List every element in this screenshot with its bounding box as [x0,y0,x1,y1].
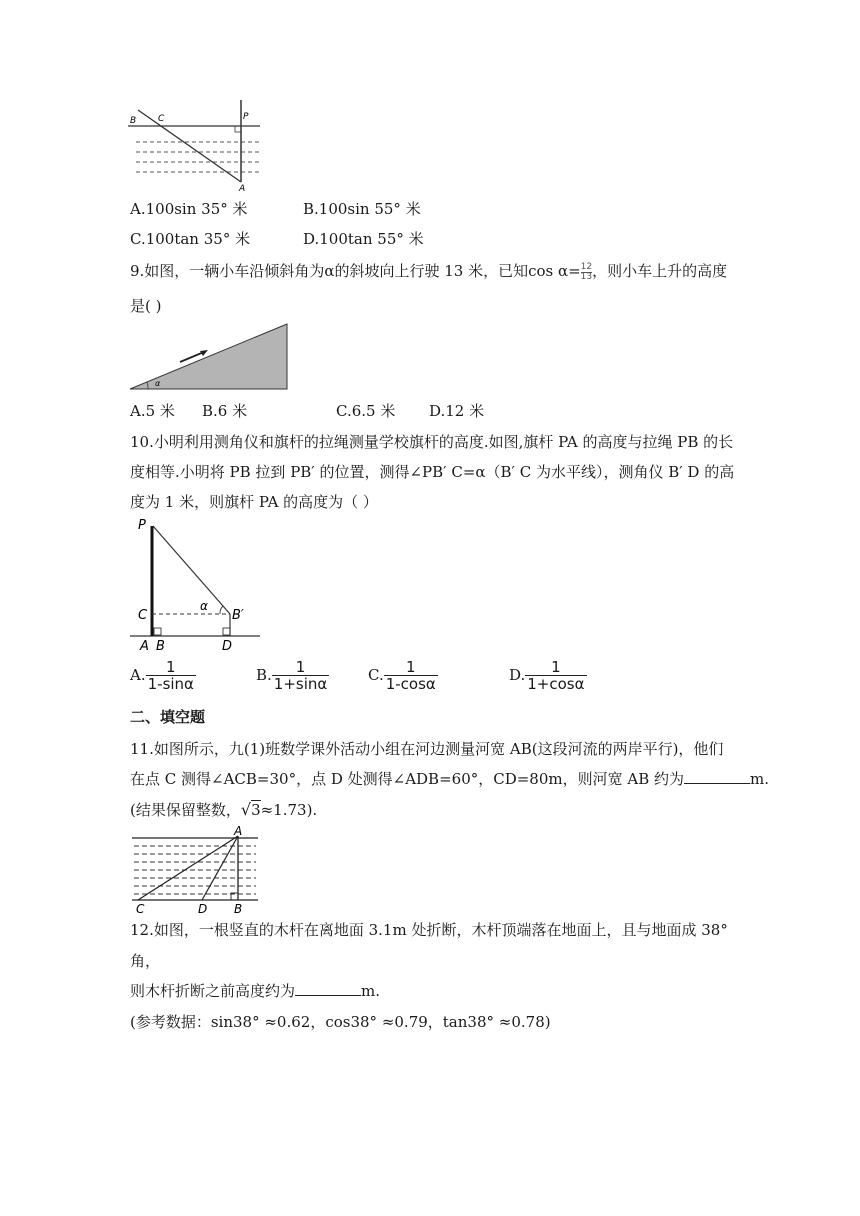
q10-option-b-label: B. [256,666,272,684]
q10-rope [153,526,230,614]
q10-label-c: C [138,608,148,623]
q11-line2-text: 在点 C 测得∠ACB=30°，点 D 处测得∠ADB=60°，CD=80m，则河宽 AB 约为 [130,770,685,788]
q9-option-a: A.5 米 [130,402,175,420]
q10-option-b-num: 1 [295,658,306,676]
q9-option-c: C.6.5 米 [336,402,396,420]
q10-option-d-fraction [525,660,586,692]
q12-question-line2: 角， [130,952,161,970]
q10-right-angle-b [154,628,161,635]
q11-river-figure [128,826,262,914]
q10-option-a-fraction [146,660,196,692]
q10-label-alpha: α [200,599,208,613]
q10-option-c-label: C. [368,666,384,684]
q9-slope-figure [128,322,290,392]
q11-label-c: C [136,902,145,914]
q11-answer-blank[interactable] [684,769,750,784]
q10-label-b: B [156,639,165,652]
q10-label-a: A [140,639,149,652]
q12-question-line3 [130,980,380,1002]
q11-label-b: B [234,902,243,914]
q11-question-line2 [130,768,769,790]
q9-slope-triangle [130,324,287,389]
q12-question-line1: 12.如图，一根竖直的木杆在离地面 3.1m 处折断，木杆顶端落在地面上，且与地面成 38° [130,921,728,939]
q11-line3-text-a: (结果保留整数， [130,801,241,819]
q9-alpha-label: α [155,379,161,388]
q8-option-b: B.100sin 55° 米 [303,200,421,218]
q10-label-p: P [138,518,146,533]
q12-answer-blank[interactable] [295,981,361,996]
q10-option-c [368,660,438,692]
q10-question-line1: 10.小明利用测角仪和旗杆的拉绳测量学校旗杆的高度.如图,旗杆 PA 的高度与拉绳 PB 的长 [130,433,734,451]
q11-unit: m. [750,770,770,788]
q10-option-a-num: 1 [166,658,176,676]
q10-option-c-num: 1 [405,658,416,676]
q8-label-c: C [158,114,165,124]
q10-angle-arc [220,606,223,614]
q10-option-a-label: A. [130,666,146,684]
q11-river-water [132,838,258,900]
sqrt-symbol-icon: √ [240,800,252,819]
q9-frac-den: 13 [580,271,593,282]
q10-option-d-num: 1 [551,658,561,676]
q8-label-a: A [239,184,246,192]
q12-reference-data: (参考数据：sin38° ≈0.62，cos38° ≈0.79，tan38° ≈0.78) [130,1013,551,1031]
q8-figure [128,100,264,192]
q10-option-d-label: D. [509,666,526,684]
q10-option-b [256,660,329,692]
q8-option-a: A.100sin 35° 米 [130,200,248,218]
q9-cos-fraction [581,263,592,282]
q9-option-b: B.6 米 [202,402,248,420]
q10-option-b-den: 1+sinα [273,675,328,693]
q10-option-c-fraction [384,660,438,692]
q9-question-line1 [130,260,727,282]
q9-frac-num: 12 [580,261,593,272]
q10-option-d-den: 1+cosα [527,675,585,693]
q9-text-2: ，则小车上升的高度 [592,262,728,280]
q11-sqrt-radicand: 3 [251,801,261,819]
q8-option-c: C.100tan 35° 米 [130,230,251,248]
section-heading-fill-in: 二、填空题 [130,708,206,726]
q10-option-c-den: 1-cosα [385,675,436,693]
q12-unit: m. [361,982,381,1000]
q12-line3-text: 则木杆折断之前高度约为 [130,982,296,1000]
q11-line3-text-b: ≈1.73). [260,801,318,819]
q10-question-line2: 度相等.小明将 PB 拉到 PB′ 的位置，测得∠PB′ C=α（B′ C 为水平线），测角仪 B′ D 的高 [130,463,735,481]
q11-label-d: D [198,902,208,914]
q11-label-a: A [234,826,243,838]
q10-flagpole-figure [128,518,262,652]
q10-option-a [130,660,196,692]
q9-option-d: D.12 米 [429,402,485,420]
q8-label-p: P [243,112,249,122]
q8-label-b: B [130,116,137,126]
q10-right-angle-d [223,628,230,635]
q10-label-bprime: B′ [232,608,244,623]
q11-question-line1: 11.如图所示，九(1)班数学课外活动小组在河边测量河宽 AB(这段河流的两岸平行)，他们 [130,740,724,758]
q10-option-d [509,660,587,692]
q10-question-line3: 度为 1 米，则旗杆 PA 的高度为（ ） [130,493,378,511]
q9-question-line2: 是( ) [130,297,162,315]
q10-label-d: D [222,639,233,652]
q10-option-a-den: 1-sinα [147,675,194,693]
q8-slant-ca [138,110,241,182]
q8-right-angle [235,126,241,132]
q8-option-d: D.100tan 55° 米 [303,230,424,248]
q11-question-line3 [130,799,317,821]
q10-option-b-fraction [272,660,330,692]
q9-text-1: 9.如图，一辆小车沿倾斜角为α的斜坡向上行驶 13 米，已知cos α= [130,262,581,280]
